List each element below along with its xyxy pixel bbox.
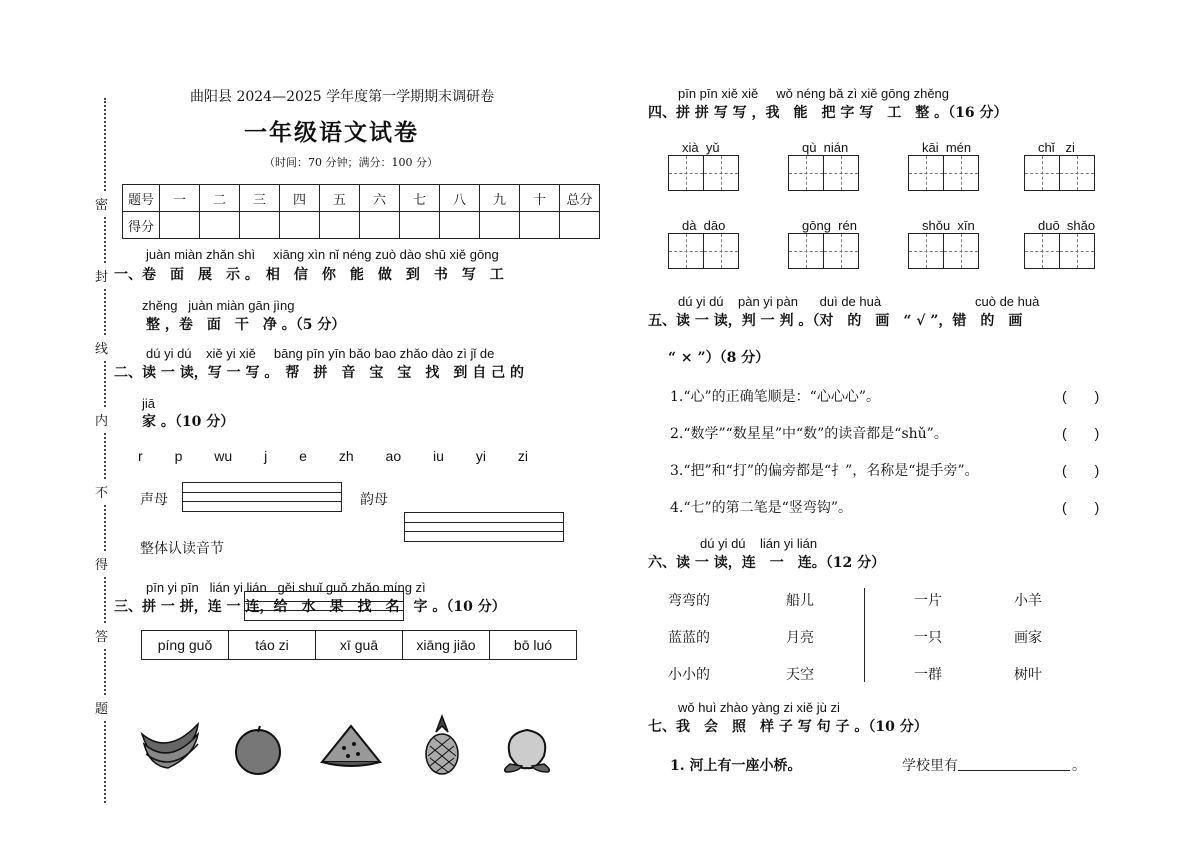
score-col: 六	[360, 185, 400, 212]
tian-zi-ge-box[interactable]	[668, 155, 739, 191]
score-col: 十	[520, 185, 560, 212]
answer-paren-2[interactable]: ( )	[1062, 425, 1100, 441]
fruit-name-cell: xī guā	[315, 631, 402, 659]
pinyin-letter: j	[264, 448, 268, 464]
exam-info: （时间：70 分钟；满分：100 分）	[264, 156, 438, 169]
pinyin-letter: zi	[517, 448, 528, 464]
s2-pinyin-1: dú yi dú xiě yi xiě bāng pīn yīn bǎo bao zhǎo dào zì jǐ de	[146, 346, 495, 361]
s4-heading: 四、拼 拼 写 写 ，我 能 把 字 写 工 整 。（16 分）	[648, 105, 1008, 121]
match-left-a-2[interactable]: 蓝蓝的	[668, 630, 710, 646]
s3-pinyin-1: pīn yi pīn lián yi lián gěi shuǐ guǒ zhǎo míng zì	[146, 580, 426, 595]
apple-icon	[230, 724, 286, 776]
pinyin-letter: iu	[433, 448, 444, 464]
pinyin-letter: wu	[214, 448, 233, 464]
s3-heading: 三、拼 一 拼，连 一 连，给 水 果 找 名 字 。（10 分）	[114, 599, 506, 615]
fruit-name-cell: píng guǒ	[157, 637, 213, 653]
word-pinyin: qù nián	[802, 140, 849, 155]
tian-zi-ge-box[interactable]	[908, 233, 979, 269]
fruit-name-cell: táo zi	[228, 631, 315, 659]
tian-zi-ge-box[interactable]	[668, 233, 739, 269]
label-yunmu: 韵母	[360, 492, 388, 508]
watermelon-icon	[318, 722, 384, 770]
match-right-b-3[interactable]: 树叶	[1014, 667, 1042, 683]
match-right-a-3[interactable]: 一群	[914, 667, 942, 683]
pinyin-letter: e	[299, 448, 307, 464]
fruit-name-row	[141, 630, 577, 660]
score-cell[interactable]	[480, 212, 520, 239]
match-left-b-1[interactable]: 船儿	[786, 593, 814, 609]
label-shengmu: 声母	[140, 492, 168, 508]
seal-char: 密	[95, 192, 108, 215]
seal-char: 内	[95, 408, 108, 431]
answer-paren-1[interactable]: ( )	[1062, 388, 1100, 404]
score-col: 一	[160, 185, 200, 212]
judge-item-3: 3.“把”和“打”的偏旁都是“扌”，名称是“提手旁”。	[670, 463, 979, 479]
peach-icon	[500, 724, 554, 774]
judge-item-1: 1.“心”的正确笔顺是：“心心心”。	[670, 389, 880, 405]
match-left-a-1[interactable]: 弯弯的	[668, 593, 710, 609]
score-cell[interactable]	[240, 212, 280, 239]
score-col: 七	[400, 185, 440, 212]
score-col: 八	[440, 185, 480, 212]
match-left-b-3[interactable]: 天空	[786, 667, 814, 683]
match-right-a-1[interactable]: 一片	[914, 593, 942, 609]
tian-zi-ge-box[interactable]	[1024, 155, 1095, 191]
tian-zi-ge-cell[interactable]	[823, 233, 859, 269]
tian-zi-ge-cell[interactable]	[908, 233, 944, 269]
s5-heading: 五、读 一 读，判 一 判 。（对 的 画 “ √ ”，错 的 画	[648, 313, 1023, 329]
score-cell[interactable]	[520, 212, 560, 239]
tian-zi-ge-box[interactable]	[1024, 233, 1095, 269]
score-cell[interactable]	[440, 212, 480, 239]
tian-zi-ge-cell[interactable]	[668, 155, 704, 191]
tian-zi-ge-cell[interactable]	[703, 155, 739, 191]
word-pinyin: duō shǎo	[1038, 218, 1096, 233]
s2-heading: 二、读 一 读，写 一 写 。 帮 拼 音 宝 宝 找 到 自 己 的	[114, 365, 524, 381]
score-table-row2-label: 得分	[123, 212, 160, 239]
match-right-a-2[interactable]: 一只	[914, 630, 942, 646]
judge-item-2: 2.“数学”“数星星”中“数”的读音都是“shǔ”。	[670, 426, 948, 442]
yunmu-writing-lines[interactable]	[404, 512, 564, 542]
word-pinyin: kāi mén	[922, 140, 972, 155]
match-right-b-2[interactable]: 画家	[1014, 630, 1042, 646]
word-pinyin: dà dāo	[682, 218, 726, 233]
pinyin-letter: yi	[475, 448, 486, 464]
seal-char: 不	[95, 480, 108, 503]
seal-char: 题	[95, 696, 108, 719]
label-zhengti: 整体认读音节	[140, 541, 224, 557]
tian-zi-ge-cell[interactable]	[1059, 233, 1095, 269]
sentence-answer-line[interactable]	[958, 770, 1070, 771]
score-col: 三	[240, 185, 280, 212]
score-col: 总分	[560, 185, 600, 212]
score-col: 四	[280, 185, 320, 212]
score-cell[interactable]	[360, 212, 400, 239]
s2-heading-cont: 家 。（10 分）	[142, 414, 235, 430]
tian-zi-ge-cell[interactable]	[1024, 233, 1060, 269]
s4-pinyin-1: pīn pīn xiě xiě wǒ néng bǎ zì xiě gōng zhěng	[678, 86, 950, 101]
judge-item-4: 4.“七”的第二笔是“竖弯钩”。	[670, 500, 852, 516]
tian-zi-ge-box[interactable]	[788, 155, 859, 191]
tian-zi-ge-cell[interactable]	[788, 233, 824, 269]
pinyin-letter: ao	[385, 448, 402, 464]
s1-pinyin-2: zhěng juàn miàn gān jìng	[142, 298, 295, 313]
s5-heading-cont: “ × ”）（8 分）	[668, 350, 770, 366]
word-pinyin: chǐ zi	[1038, 140, 1075, 155]
score-cell[interactable]	[280, 212, 320, 239]
exam-subtitle: 曲阳县 2024—2025 学年度第一学期期末调研卷	[190, 89, 495, 105]
sentence-prompt: 学校里有	[902, 758, 958, 774]
tian-zi-ge-cell[interactable]	[943, 155, 979, 191]
score-cell[interactable]	[320, 212, 360, 239]
tian-zi-ge-cell[interactable]	[908, 155, 944, 191]
pinyin-letter: zh	[338, 448, 354, 464]
tian-zi-ge-cell[interactable]	[1024, 155, 1060, 191]
example-sentence: 1. 河上有一座小桥。	[670, 758, 802, 774]
score-cell[interactable]	[400, 212, 440, 239]
score-table-row1-label: 题号	[123, 185, 160, 212]
score-cell[interactable]	[560, 212, 600, 239]
s7-heading: 七、我 会 照 样 子 写 句 子 。（10 分）	[648, 719, 928, 735]
tian-zi-ge-cell[interactable]	[703, 233, 739, 269]
s1-heading: 一、卷 面 展 示 。 相 信 你 能 做 到 书 写 工	[114, 267, 504, 283]
shengmu-writing-lines[interactable]	[182, 482, 342, 512]
score-col: 五	[320, 185, 360, 212]
pinyin-letter: r	[138, 448, 143, 464]
s2-letter-list	[138, 448, 528, 464]
s7-pinyin-1: wǒ huì zhào yàng zi xiě jù zi	[678, 700, 840, 715]
tian-zi-ge-cell[interactable]	[943, 233, 979, 269]
pineapple-icon	[420, 714, 464, 776]
tian-zi-ge-cell[interactable]	[823, 155, 859, 191]
tian-zi-ge-cell[interactable]	[668, 233, 704, 269]
pinyin-letter: p	[174, 448, 183, 464]
fruit-name-cell: bō luó	[489, 631, 576, 659]
fruit-name-cell: xiāng jiāo	[402, 631, 489, 659]
score-cell[interactable]	[200, 212, 240, 239]
score-cell[interactable]	[160, 212, 200, 239]
tian-zi-ge-box[interactable]	[908, 155, 979, 191]
tian-zi-ge-cell[interactable]	[1059, 155, 1095, 191]
s1-heading-cont: 整 ，卷 面 干 净 。（5 分）	[146, 317, 346, 333]
seal-char: 答	[95, 624, 108, 647]
score-col: 九	[480, 185, 520, 212]
seal-char: 得	[95, 552, 108, 575]
answer-paren-3[interactable]: ( )	[1062, 462, 1100, 478]
answer-paren-4[interactable]: ( )	[1062, 499, 1100, 515]
tian-zi-ge-box[interactable]	[788, 233, 859, 269]
page-title: 一年级语文试卷	[244, 119, 419, 146]
match-left-a-3[interactable]: 小小的	[668, 667, 710, 683]
s6-pinyin-1: dú yi dú lián yi lián	[700, 536, 818, 551]
match-left-b-2[interactable]: 月亮	[786, 630, 814, 646]
s5-pinyin-1: dú yi dú pàn yi pàn duì de huà cuò de huà	[678, 294, 1040, 309]
tian-zi-ge-cell[interactable]	[788, 155, 824, 191]
sentence-end: 。	[1072, 758, 1086, 774]
match-right-b-1[interactable]: 小羊	[1014, 593, 1042, 609]
match-divider	[864, 588, 865, 682]
score-table	[122, 184, 600, 239]
s1-pinyin-1: juàn miàn zhǎn shì xiāng xìn nǐ néng zuò dào shū xiě gōng	[146, 247, 499, 262]
s2-pinyin-2: jiā	[142, 396, 156, 411]
banana-icon	[138, 716, 202, 772]
word-pinyin: shǒu xīn	[922, 218, 975, 233]
word-pinyin: xià yǔ	[682, 140, 720, 155]
s6-heading: 六、读 一 读，连 一 连。（12 分）	[648, 555, 886, 571]
score-col: 二	[200, 185, 240, 212]
seal-char: 封	[95, 264, 108, 287]
seal-char: 线	[95, 336, 108, 359]
word-pinyin: gōng rén	[802, 218, 857, 233]
